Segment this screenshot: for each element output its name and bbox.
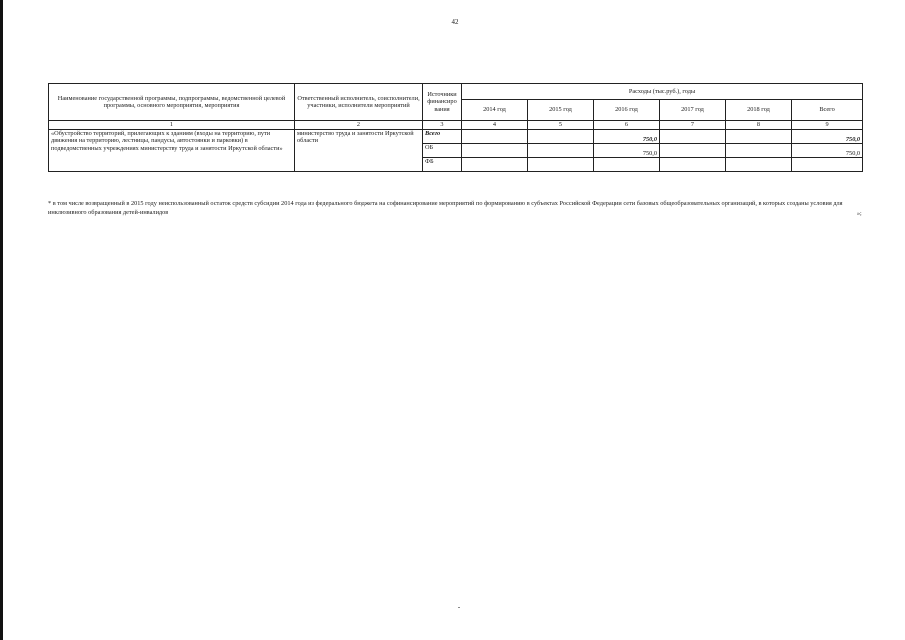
value-cell [528,130,594,144]
source-regional: ОБ [423,144,462,158]
closing-quote-mark: »; [857,211,862,217]
value-cell [726,158,792,172]
value-cell [726,144,792,158]
value-cell [594,158,660,172]
value-cell [792,158,863,172]
column-number: 1 [49,121,295,130]
value-cell [462,144,528,158]
source-federal: ФБ [423,158,462,172]
header-year-2017: 2017 год [660,100,726,121]
column-number: 4 [462,121,528,130]
header-expenses: Расходы (тыс.руб.), годы [462,84,863,100]
expenses-table [48,83,863,172]
table-row-total [49,130,863,144]
column-number: 2 [295,121,423,130]
column-number: 7 [660,121,726,130]
source-total: Всего [423,130,462,144]
header-executor: Ответственный исполнитель, соисполнители, участники, исполнители мероприятий [295,84,423,121]
value-cell [528,158,594,172]
page-number: 42 [451,18,459,26]
event-name: «Обустройство территорий, прилегающих к зданиям (входы на территорию, пути движения на территорию, лестницы, пандусы, автостоянки и парковки) в подведомственных учреждениях министерству труда и занятости Иркутской области» [49,130,295,172]
column-number-row [49,121,863,130]
scan-edge [0,0,3,640]
value-cell [726,130,792,144]
header-source: Источники финансиро вания [423,84,462,121]
value-cell: 750,0 [594,144,660,158]
scan-speck [458,607,460,608]
footnote: * в том числе возвращенный в 2015 году неиспользованный остаток средств субсидии 2014 года из федерального бюджета на софинансирование мероприятий по формированию в субъектах Российской Федерации сети базовых общеобразовательных организаций, в которых созданы условия для инклюзивного образования детей-инвалидов [48,200,843,216]
header-year-2014: 2014 год [462,100,528,121]
column-number: 9 [792,121,863,130]
value-cell [660,158,726,172]
header-total: Всего [792,100,863,121]
value-cell: 750,0 [792,144,863,158]
column-number: 3 [423,121,462,130]
value-cell [660,144,726,158]
column-number: 5 [528,121,594,130]
header-name: Наименование государственной программы, подпрограммы, ведомственной целевой программы, основного мероприятия, мероприятия [49,84,295,121]
value-cell [660,130,726,144]
value-cell: 750,0 [594,130,660,144]
header-year-2018: 2018 год [726,100,792,121]
value-cell [528,144,594,158]
column-number: 8 [726,121,792,130]
event-executor: министерство труда и занятости Иркутской области [295,130,423,172]
value-cell [462,158,528,172]
header-year-2016: 2016 год [594,100,660,121]
column-number: 6 [594,121,660,130]
header-year-2015: 2015 год [528,100,594,121]
value-cell: 750,0 [792,130,863,144]
value-cell [462,130,528,144]
